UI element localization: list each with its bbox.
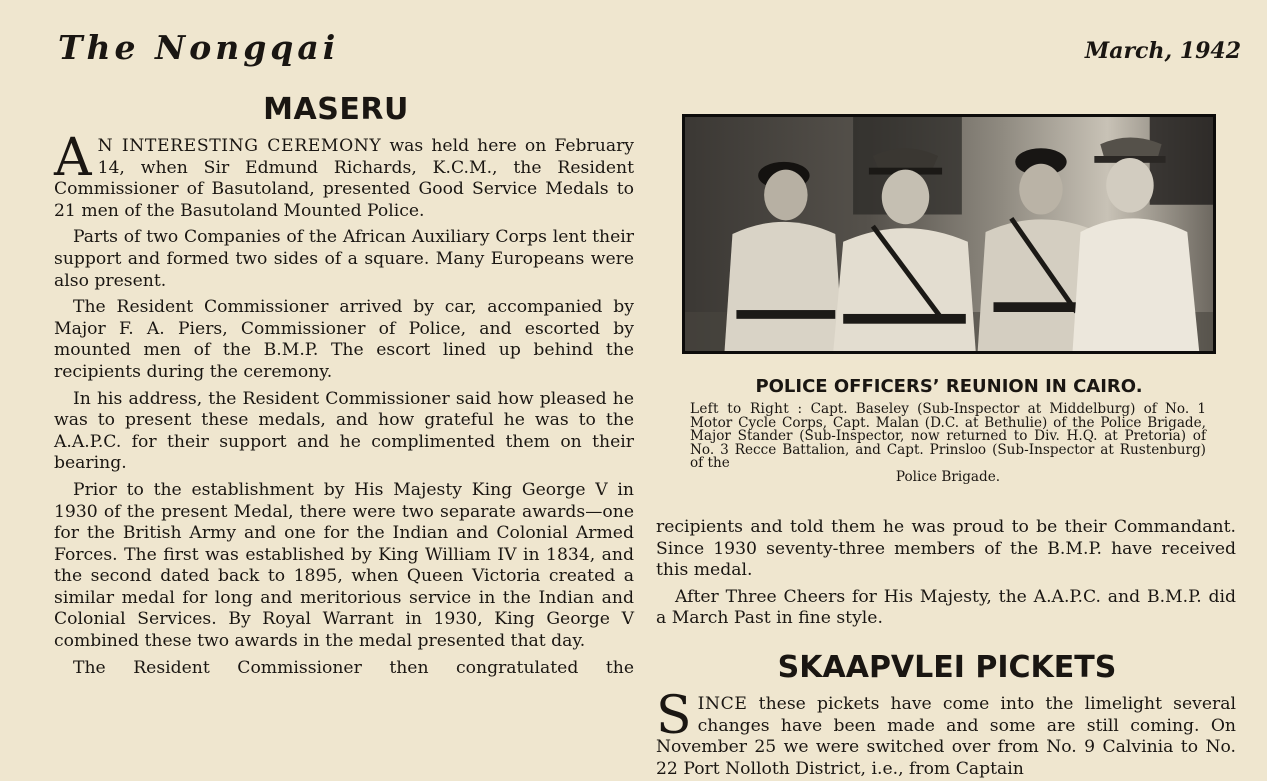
lead-caps: N INTERESTING CEREMONY [97,136,382,156]
lead-text: was held here on February 14, when Sir Edmund Richards, K.C.M., the Resident Commissioner of Basutoland, presented Good Service Medals to 21 men of the Basutoland Mounted Police. [54,136,634,221]
drop-cap: S [656,686,692,746]
reunion-photo [682,114,1216,354]
photo-caption [690,403,1206,484]
article-paragraph: recipients and told them he was proud to be their Commandant. Since 1930 seventy-three members of the B.M.P. have received this medal. [656,517,1236,581]
publication-title: The Nongqai [58,28,340,67]
article-maseru-continuation [656,517,1236,635]
lead-text: these pickets have come into the limelight several changes have been made and some are still coming. On November 25 we were switched over from No. 9 Calvinia to No. 22 Port Nolloth District, i.e., from Captain [656,694,1236,779]
caption-lead: Left to Right : [690,401,803,417]
article-paragraph: The Resident Commissioner then congratulated the [73,657,634,678]
article-maseru [54,92,634,684]
article-paragraph: The Resident Commissioner arrived by car, accompanied by Major F. A. Piers, Commissioner of Police, and escorted by mounted men of the B.M.P. The escort lined up behind the recipients during the ceremony. [54,297,634,382]
article-headline: SKAAPVLEI PICKETS [777,650,1117,685]
article-lead-paragraph [656,686,1236,780]
article-lead-paragraph [54,128,634,222]
drop-cap: A [54,128,92,188]
lead-caps: INCE [697,694,748,714]
article-paragraph: Prior to the establishment by His Majesty King George V in 1930 of the present Medal, there were two separate awards—one for the British Army and one for the Indian and Colonial Armed Forces. The first was established by King William IV in 1834, and the second dated back to 1895, when Queen Victoria created a similar medal for long and meritorious service in the Indian and Colonial Services. By Royal Warrant in 1930, King George V combined these two awards in the medal presented that day. [54,479,634,652]
photo-illustration [685,117,1213,351]
issue-date: March, 1942 [1084,38,1241,64]
article-headline: MASERU [263,92,409,127]
article-paragraph: In his address, the Resident Commissioner said how pleased he was to present these medals, and how grateful he was to the A.A.P.C. for their support and he complimented them on their bearing. [54,388,634,474]
article-skaapvlei [656,686,1236,781]
caption-end: Police Brigade. [895,468,1001,485]
caption-body: Capt. Baseley (Sub-Inspector at Middelburg) of No. 1 Motor Cycle Corps, Capt. Malan (D.C. at Bethulie) of the Police Brigade, Major Stander (Sub-Inspector, now returned to Div. H.Q. at Pretoria) of No. 3 Recce Battalion, and Capt. Prinsloo (Sub-Inspector at Rustenburg) of the [690,401,1206,471]
photo-caption-title: POLICE OFFICERS’ REUNION IN CAIRO. [755,376,1143,397]
article-paragraph: Parts of two Companies of the African Auxiliary Corps lent their support and formed two sides of a square. Many Europeans were also present. [54,227,634,291]
article-paragraph: After Three Cheers for His Majesty, the A.A.P.C. and B.M.P. did a March Past in fine style. [656,586,1236,629]
